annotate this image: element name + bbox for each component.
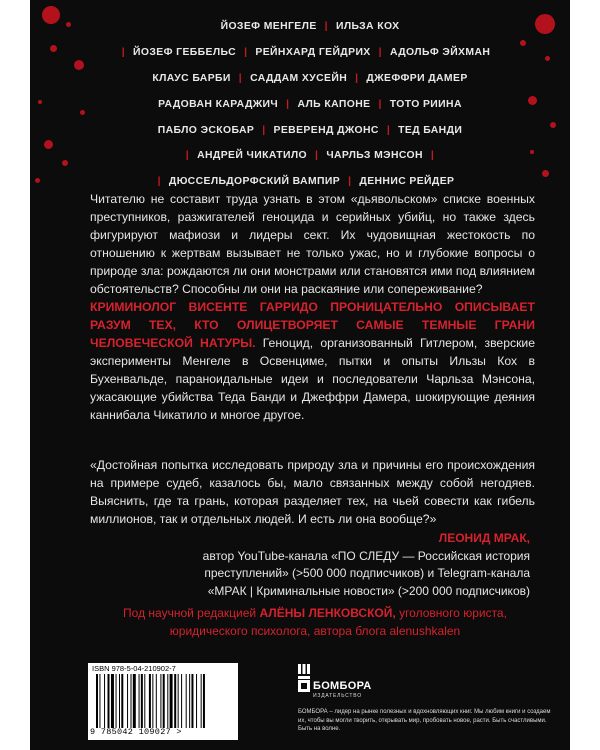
blood-splatter — [42, 6, 60, 24]
separator-bar: | — [378, 98, 382, 110]
barcode-bar — [196, 674, 197, 728]
barcode-bar — [127, 674, 128, 728]
name-item: ЧАРЛЬЗ МЭНСОН — [326, 150, 423, 162]
name-item: ТЕД БАНДИ — [398, 124, 463, 136]
separator-bar: | — [324, 21, 328, 33]
blood-splatter — [545, 56, 550, 61]
barcode-bar — [160, 674, 161, 728]
names-row — [85, 66, 535, 92]
names-row — [85, 91, 535, 117]
separator-bar: | — [157, 176, 161, 188]
blood-splatter — [535, 14, 555, 34]
name-item: ТОТО РИИНА — [389, 98, 462, 110]
editor-suffix: уголовного юриста, — [399, 606, 507, 620]
separator-bar: | — [315, 150, 319, 162]
separator-bar: | — [262, 124, 266, 136]
isbn-barcode — [88, 663, 238, 740]
names-row — [85, 143, 535, 169]
name-item: САДДАМ ХУСЕЙН — [250, 72, 348, 84]
publisher-subtitle: ИЗДАТЕЛЬСТВО — [313, 693, 362, 699]
separator-bar: | — [430, 150, 435, 162]
barcode-bar — [119, 674, 120, 728]
separator-bar: | — [244, 47, 248, 59]
lead-highlight: КРИМИНОЛОГ ВИСЕНТЕ ГАРРИДО ПРОНИЦАТЕЛЬНО ОПИСЫВАЕТ РАЗУМ ТЕХ, КТО ОЛИЦЕТВОРЯЕТ САМЫЕ ТЕМНЫЕ ГРАНИ ЧЕЛОВЕЧЕСКОЙ НАТУРЫ. — [90, 300, 535, 350]
names-row — [85, 14, 535, 40]
lead-paragraph — [90, 298, 535, 424]
blood-splatter — [62, 160, 68, 166]
name-item: ДЮССЕЛЬДОРФСКИЙ ВАМПИР — [168, 176, 341, 188]
barcode-bar — [170, 674, 173, 728]
editor-name: АЛЁНЫ ЛЕНКОВСКОЙ, — [259, 606, 396, 620]
barcode-bar — [167, 674, 168, 728]
barcode-bar — [174, 674, 176, 728]
blood-splatter — [44, 140, 53, 149]
separator-bar: | — [386, 124, 391, 136]
separator-bar: | — [185, 150, 190, 162]
book-back-cover — [30, 0, 570, 750]
barcode-bar — [156, 674, 157, 728]
barcode-bar — [203, 674, 205, 728]
names-list — [85, 14, 535, 195]
separator-bar: | — [238, 72, 243, 84]
review-quote: «Достойная попытка исследовать природу зла и причины его происхождения на примере судеб, казалось бы, мало связанных между собой негодяев. Выяснить, где та грань, которая разделяет тех, на чьей совести как гибель миллионов, так и отдельных людей. И есть ли она вообще?» — [90, 458, 535, 526]
publisher-name: БОМБОРА — [313, 680, 372, 692]
blood-splatter — [550, 122, 556, 128]
separator-bar: | — [355, 72, 359, 84]
barcode-bar — [104, 674, 105, 728]
editor-prefix: Под научной редакцией — [123, 606, 257, 620]
barcode-bar — [116, 674, 117, 728]
name-item: ЙОЗЕФ МЕНГЕЛЕ — [220, 21, 317, 33]
barcode-bar — [186, 674, 187, 728]
names-row — [85, 117, 535, 143]
barcode-bar — [108, 674, 110, 728]
blood-splatter — [38, 100, 42, 104]
editor-line: юридического психолога, автора блога alenushkalen — [169, 624, 461, 638]
barcode-bar — [96, 674, 98, 728]
publisher-description: БОМБОРА – лидер на рынке полезных и вдохновляющих книг. Мы любим книги и создаем их, чтобы вы могли творить, открывать мир, пробовать новое, расти. Быть счастливыми. Быть на волне. — [298, 709, 551, 733]
blood-splatter — [35, 178, 40, 183]
name-item: ДЕННИС РЕЙДЕР — [359, 176, 455, 188]
barcode-bar — [144, 674, 145, 728]
intro-paragraph: Читателю не составит труда узнать в этом «дьявольском» списке военных преступников, разжигателей геноцида и серийных убийц, но также здесь фигурируют мафиози и лидеры сект. Их чудовищная жестокость по отношению к жертвам вызывает не только ужас, но и глубокие вопросы о природе зла: рождаются ли они монстрами или становятся ими под влиянием обстоятельств? Способны ли они на раскаяние или сопереживание? — [90, 192, 535, 296]
name-item: АНДРЕЙ ЧИКАТИЛО — [197, 150, 308, 162]
barcode-bar — [121, 674, 123, 728]
isbn-number: ISBN 978-5-04-210902-7 — [92, 664, 176, 673]
blood-splatter — [50, 45, 57, 52]
blood-splatter — [74, 60, 84, 70]
separator-bar: | — [378, 47, 382, 59]
blood-splatter — [66, 22, 71, 27]
barcode-bar — [189, 674, 190, 728]
name-item: ДЖЕФФРИ ДАМЕР — [366, 72, 468, 84]
attribution-name: ЛЕОНИД МРАК, — [438, 531, 530, 545]
barcode-bar — [131, 674, 132, 728]
name-item: КЛАУС БАРБИ — [152, 72, 231, 84]
separator-bar: | — [348, 176, 352, 188]
name-item: АЛЬ КАПОНЕ — [297, 98, 371, 110]
quote-attribution — [90, 530, 530, 600]
barcode-number: 9 785042 109027 > — [90, 727, 182, 737]
barcode-bar — [181, 674, 182, 728]
scientific-editor — [115, 604, 515, 640]
names-row — [85, 40, 535, 66]
attribution-line: преступлений» (>500 000 подписчиков) и Telegram-канала — [204, 566, 530, 580]
name-item: ПАБЛО ЭСКОБАР — [157, 124, 255, 136]
barcode-bars-icon — [96, 674, 230, 728]
barcode-bar — [111, 674, 114, 728]
name-item: РАДОВАН КАРАДЖИЧ — [158, 98, 279, 110]
name-item: ЙОЗЕФ ГЕББЕЛЬС — [133, 47, 237, 59]
lead-body: Геноцид, организованный Гитлером, зверские эксперименты Менгеле в Освенциме, пытки и опыты Ильзы Кох в Бухенвальде, параноидальные идеи и последователи Чарльза Мэнсона, ужасающие убийства Теда Банди и Джеффри Дамера, шокирующие деяния каннибала Чикатило и многое другое. — [90, 336, 535, 422]
barcode-bar — [99, 674, 100, 728]
name-item: РЕЙНХАРД ГЕЙДРИХ — [255, 47, 371, 59]
barcode-bar — [191, 674, 193, 728]
separator-bar: | — [121, 47, 126, 59]
name-item: ИЛЬЗА КОХ — [335, 21, 400, 33]
separator-bar: | — [286, 98, 290, 110]
name-item: РЕВЕРЕНД ДЖОНС — [273, 124, 379, 136]
barcode-bar — [201, 674, 202, 728]
barcode-bar — [133, 674, 136, 728]
name-item: АДОЛЬФ ЭЙХМАН — [389, 47, 491, 59]
attribution-line: автор YouTube-канала «ПО СЛЕДУ — Российская история — [202, 548, 530, 563]
barcode-bar — [141, 674, 143, 728]
barcode-bar — [178, 674, 179, 728]
barcode-bar — [139, 674, 140, 728]
blood-splatter — [542, 170, 549, 177]
barcode-bar — [152, 674, 153, 728]
barcode-bar — [149, 674, 151, 728]
attribution-line: «МРАК | Криминальные новости» (>200 000 подписчиков) — [207, 583, 530, 598]
barcode-bar — [163, 674, 165, 728]
